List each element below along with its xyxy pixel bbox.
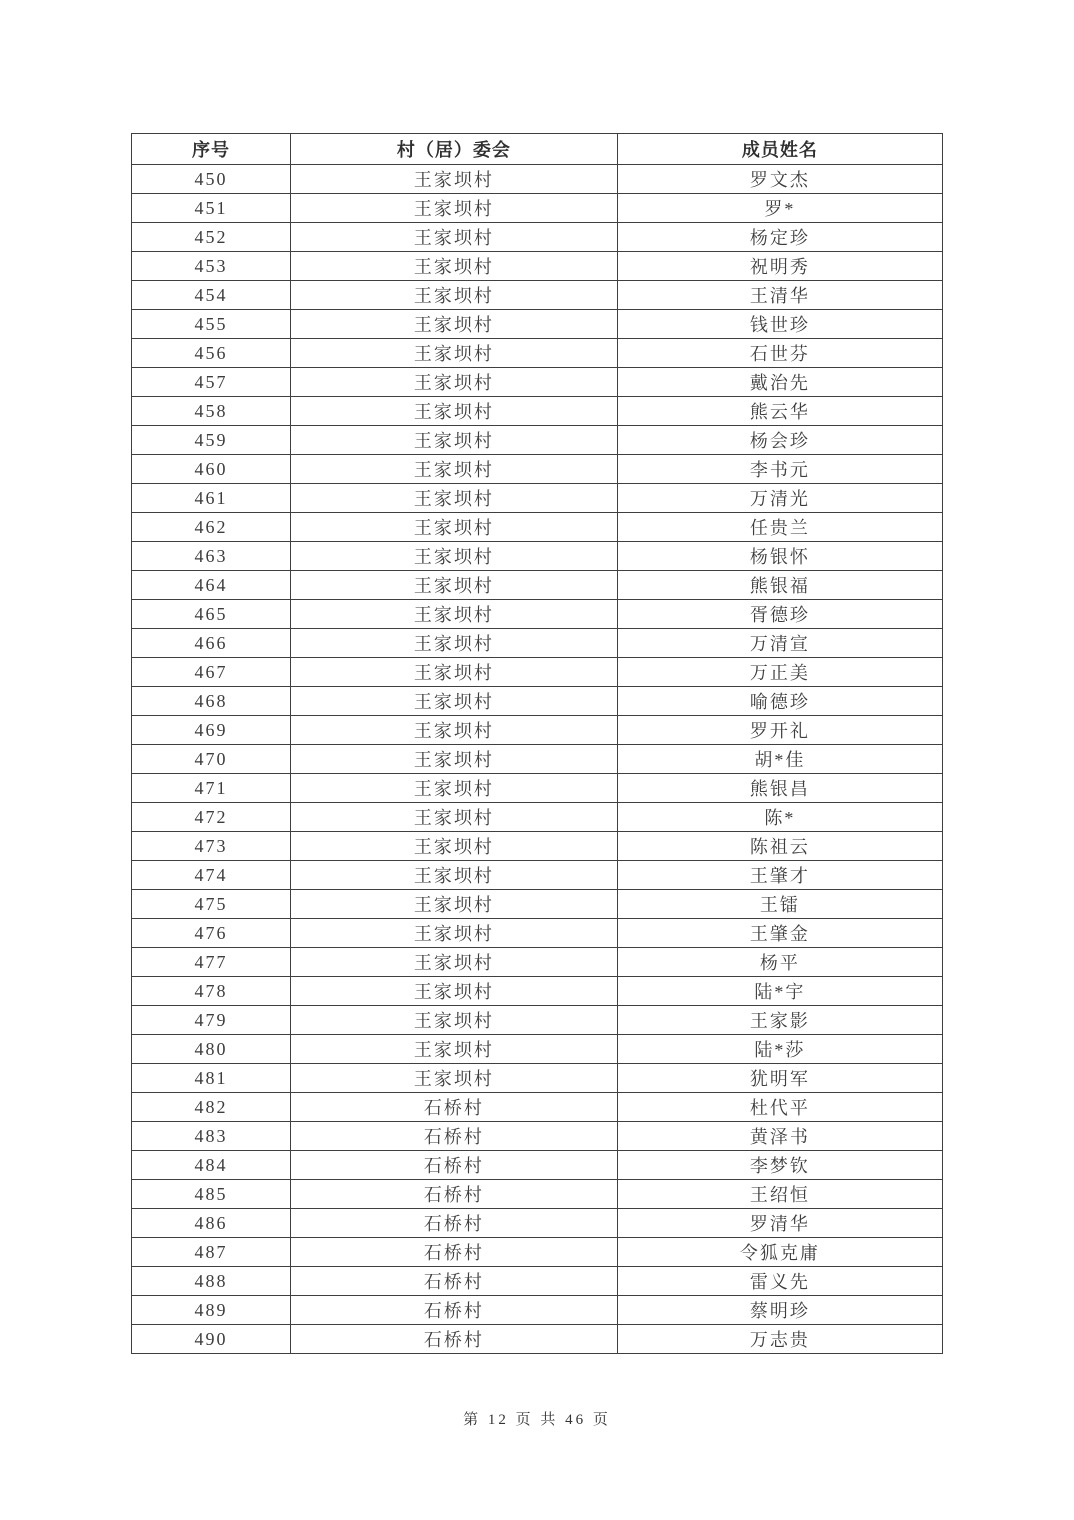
row-index-cell: 453 [132, 252, 291, 281]
row-committee-cell: 石桥村 [290, 1209, 617, 1238]
row-index-cell: 477 [132, 948, 291, 977]
row-name-cell: 黄泽书 [617, 1122, 942, 1151]
row-committee-cell: 王家坝村 [290, 803, 617, 832]
row-committee-cell: 王家坝村 [290, 861, 617, 890]
col-header-index: 序号 [132, 134, 291, 165]
row-committee-cell: 王家坝村 [290, 368, 617, 397]
row-index-cell: 462 [132, 513, 291, 542]
row-committee-cell: 王家坝村 [290, 1006, 617, 1035]
row-index-cell: 490 [132, 1325, 291, 1354]
row-committee-cell: 王家坝村 [290, 948, 617, 977]
row-index-cell: 451 [132, 194, 291, 223]
row-committee-cell: 石桥村 [290, 1325, 617, 1354]
row-index-cell: 450 [132, 165, 291, 194]
page-number: 第 12 页 共 46 页 [463, 1412, 611, 1428]
row-index-cell: 484 [132, 1151, 291, 1180]
table-row [132, 426, 943, 455]
row-name-cell: 熊云华 [617, 397, 942, 426]
row-index-cell: 474 [132, 861, 291, 890]
table-row [132, 861, 943, 890]
row-index-cell: 461 [132, 484, 291, 513]
row-index-cell: 485 [132, 1180, 291, 1209]
table-row [132, 281, 943, 310]
row-committee-cell: 王家坝村 [290, 1064, 617, 1093]
row-committee-cell: 王家坝村 [290, 890, 617, 919]
row-committee-cell: 王家坝村 [290, 716, 617, 745]
row-name-cell: 王肇才 [617, 861, 942, 890]
row-index-cell: 455 [132, 310, 291, 339]
table-row [132, 832, 943, 861]
row-name-cell: 李书元 [617, 455, 942, 484]
members-table [131, 133, 943, 1354]
row-name-cell: 陈祖云 [617, 832, 942, 861]
table-row [132, 165, 943, 194]
table-row [132, 658, 943, 687]
row-index-cell: 483 [132, 1122, 291, 1151]
row-committee-cell: 石桥村 [290, 1296, 617, 1325]
table-row [132, 252, 943, 281]
table-row [132, 368, 943, 397]
row-index-cell: 478 [132, 977, 291, 1006]
row-committee-cell: 王家坝村 [290, 339, 617, 368]
row-name-cell: 犹明军 [617, 1064, 942, 1093]
row-committee-cell: 王家坝村 [290, 1035, 617, 1064]
row-committee-cell: 王家坝村 [290, 397, 617, 426]
row-committee-cell: 石桥村 [290, 1093, 617, 1122]
table-row [132, 1209, 943, 1238]
row-committee-cell: 石桥村 [290, 1238, 617, 1267]
row-index-cell: 486 [132, 1209, 291, 1238]
row-committee-cell: 石桥村 [290, 1267, 617, 1296]
row-index-cell: 467 [132, 658, 291, 687]
row-name-cell: 熊银福 [617, 571, 942, 600]
table-row [132, 1122, 943, 1151]
row-committee-cell: 王家坝村 [290, 919, 617, 948]
row-name-cell: 令狐克庸 [617, 1238, 942, 1267]
row-name-cell: 万志贵 [617, 1325, 942, 1354]
row-index-cell: 454 [132, 281, 291, 310]
row-index-cell: 456 [132, 339, 291, 368]
row-name-cell: 李梦钦 [617, 1151, 942, 1180]
row-index-cell: 472 [132, 803, 291, 832]
table-row [132, 1325, 943, 1354]
row-name-cell: 王家影 [617, 1006, 942, 1035]
table-row [132, 571, 943, 600]
row-committee-cell: 王家坝村 [290, 832, 617, 861]
table-row [132, 1180, 943, 1209]
row-committee-cell: 王家坝村 [290, 774, 617, 803]
row-name-cell: 胥德珍 [617, 600, 942, 629]
row-name-cell: 万清宣 [617, 629, 942, 658]
row-committee-cell: 石桥村 [290, 1151, 617, 1180]
row-committee-cell: 王家坝村 [290, 513, 617, 542]
table-row [132, 919, 943, 948]
row-committee-cell: 王家坝村 [290, 542, 617, 571]
table-row [132, 745, 943, 774]
row-committee-cell: 王家坝村 [290, 165, 617, 194]
row-name-cell: 杨定珍 [617, 223, 942, 252]
table-row [132, 1006, 943, 1035]
row-name-cell: 杨平 [617, 948, 942, 977]
row-name-cell: 王绍恒 [617, 1180, 942, 1209]
row-committee-cell: 王家坝村 [290, 252, 617, 281]
table-row [132, 716, 943, 745]
row-name-cell: 任贵兰 [617, 513, 942, 542]
row-committee-cell: 王家坝村 [290, 455, 617, 484]
table-row [132, 687, 943, 716]
table-row [132, 890, 943, 919]
row-name-cell: 杨会珍 [617, 426, 942, 455]
row-committee-cell: 王家坝村 [290, 571, 617, 600]
row-name-cell: 王肇金 [617, 919, 942, 948]
table-row [132, 977, 943, 1006]
row-name-cell: 罗开礼 [617, 716, 942, 745]
row-committee-cell: 王家坝村 [290, 194, 617, 223]
row-index-cell: 487 [132, 1238, 291, 1267]
row-committee-cell: 王家坝村 [290, 745, 617, 774]
row-index-cell: 466 [132, 629, 291, 658]
row-index-cell: 479 [132, 1006, 291, 1035]
table-row [132, 774, 943, 803]
row-name-cell: 王镭 [617, 890, 942, 919]
row-index-cell: 465 [132, 600, 291, 629]
row-committee-cell: 王家坝村 [290, 426, 617, 455]
row-index-cell: 476 [132, 919, 291, 948]
row-committee-cell: 王家坝村 [290, 310, 617, 339]
row-committee-cell: 王家坝村 [290, 600, 617, 629]
row-name-cell: 万正美 [617, 658, 942, 687]
table-row [132, 803, 943, 832]
table-row [132, 194, 943, 223]
row-index-cell: 458 [132, 397, 291, 426]
table-row [132, 223, 943, 252]
table-row [132, 397, 943, 426]
table-row [132, 513, 943, 542]
row-committee-cell: 王家坝村 [290, 629, 617, 658]
row-name-cell: 喻德珍 [617, 687, 942, 716]
row-committee-cell: 王家坝村 [290, 977, 617, 1006]
row-name-cell: 蔡明珍 [617, 1296, 942, 1325]
row-name-cell: 陆*莎 [617, 1035, 942, 1064]
row-committee-cell: 石桥村 [290, 1122, 617, 1151]
row-name-cell: 戴治先 [617, 368, 942, 397]
row-name-cell: 雷义先 [617, 1267, 942, 1296]
row-name-cell: 杨银怀 [617, 542, 942, 571]
row-name-cell: 万清光 [617, 484, 942, 513]
row-index-cell: 470 [132, 745, 291, 774]
row-name-cell: 石世芬 [617, 339, 942, 368]
table-row [132, 629, 943, 658]
row-index-cell: 480 [132, 1035, 291, 1064]
table-row [132, 1035, 943, 1064]
row-name-cell: 罗文杰 [617, 165, 942, 194]
row-name-cell: 陆*宇 [617, 977, 942, 1006]
row-index-cell: 463 [132, 542, 291, 571]
row-name-cell: 熊银昌 [617, 774, 942, 803]
row-index-cell: 482 [132, 1093, 291, 1122]
row-committee-cell: 石桥村 [290, 1180, 617, 1209]
table-row [132, 339, 943, 368]
table-row [132, 1064, 943, 1093]
row-name-cell: 王清华 [617, 281, 942, 310]
table-row [132, 542, 943, 571]
col-header-name: 成员姓名 [617, 134, 942, 165]
table-row [132, 310, 943, 339]
row-committee-cell: 王家坝村 [290, 687, 617, 716]
row-name-cell: 陈* [617, 803, 942, 832]
table-row [132, 1093, 943, 1122]
row-committee-cell: 王家坝村 [290, 484, 617, 513]
row-committee-cell: 王家坝村 [290, 658, 617, 687]
row-name-cell: 胡*佳 [617, 745, 942, 774]
table-row [132, 600, 943, 629]
row-index-cell: 489 [132, 1296, 291, 1325]
table-row [132, 1238, 943, 1267]
row-name-cell: 钱世珍 [617, 310, 942, 339]
table-row [132, 455, 943, 484]
row-index-cell: 459 [132, 426, 291, 455]
row-committee-cell: 王家坝村 [290, 281, 617, 310]
row-name-cell: 祝明秀 [617, 252, 942, 281]
row-committee-cell: 王家坝村 [290, 223, 617, 252]
table-header-row [132, 134, 943, 165]
table-row [132, 1296, 943, 1325]
table-body [132, 165, 943, 1354]
table-row [132, 484, 943, 513]
row-index-cell: 452 [132, 223, 291, 252]
table-row [132, 948, 943, 977]
row-index-cell: 457 [132, 368, 291, 397]
table-row [132, 1151, 943, 1180]
row-name-cell: 罗清华 [617, 1209, 942, 1238]
row-index-cell: 471 [132, 774, 291, 803]
row-index-cell: 473 [132, 832, 291, 861]
row-index-cell: 481 [132, 1064, 291, 1093]
row-index-cell: 469 [132, 716, 291, 745]
col-header-committee: 村（居）委会 [290, 134, 617, 165]
row-index-cell: 464 [132, 571, 291, 600]
table-row [132, 1267, 943, 1296]
row-index-cell: 488 [132, 1267, 291, 1296]
row-name-cell: 杜代平 [617, 1093, 942, 1122]
row-index-cell: 475 [132, 890, 291, 919]
row-index-cell: 468 [132, 687, 291, 716]
row-name-cell: 罗* [617, 194, 942, 223]
row-index-cell: 460 [132, 455, 291, 484]
